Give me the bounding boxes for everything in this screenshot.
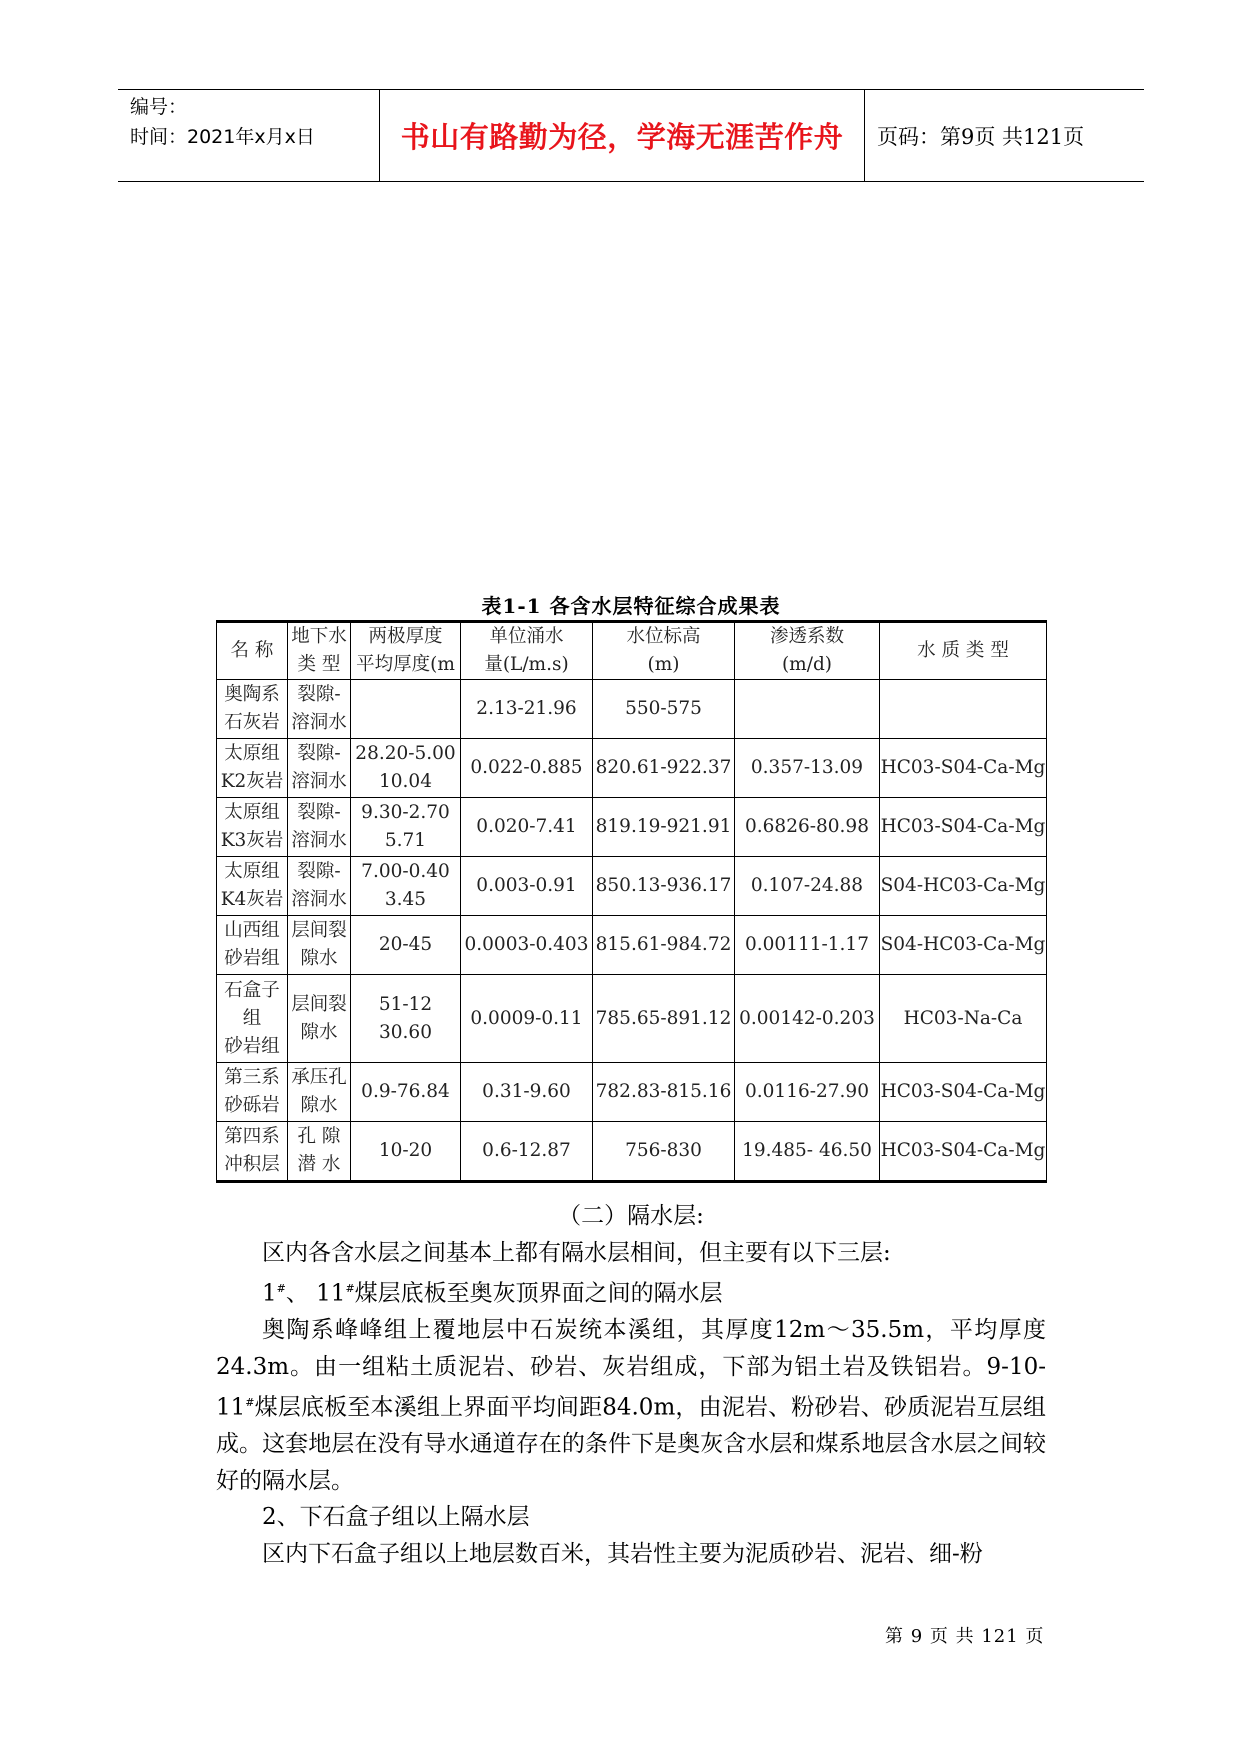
- aquifer-table: [216, 620, 1047, 1183]
- cell-line: 820.61-922.37: [595, 757, 732, 778]
- cell-line: 承压孔: [291, 1067, 347, 1088]
- cell-line: S04-HC03-Ca-Mg: [880, 934, 1046, 955]
- cell-line: 量(L/m.s): [484, 654, 569, 675]
- cell-line: 第四系: [224, 1126, 280, 1147]
- section-title: （二）隔水层:: [558, 1203, 704, 1229]
- table-cell: [593, 975, 735, 1063]
- table-cell: [217, 916, 288, 975]
- cell-line: HC03-S04-Ca-Mg: [880, 1081, 1046, 1102]
- table-cell: [461, 1122, 593, 1182]
- table-cell: [217, 798, 288, 857]
- table-cell: [288, 798, 351, 857]
- cell-line: 第三系: [224, 1067, 280, 1088]
- cell-line: 奥陶系: [224, 684, 280, 705]
- cell-line: 类 型: [297, 654, 341, 675]
- cell-line: 裂隙-: [297, 861, 341, 882]
- table-cell: [593, 857, 735, 916]
- table-cell: [288, 857, 351, 916]
- table-cell: [880, 857, 1047, 916]
- table-row: [217, 1122, 1047, 1182]
- cell-line: K2灰岩: [220, 771, 284, 792]
- code-label: 编号：: [130, 96, 188, 118]
- cell-line: 9.30-2.70: [361, 802, 450, 823]
- cell-line: 782.83-815.16: [595, 1081, 732, 1102]
- table-cell: [288, 1122, 351, 1182]
- cell-line: 组: [242, 1007, 262, 1029]
- page-header: [118, 89, 1144, 182]
- table-cell: [735, 975, 880, 1063]
- cell-line: 550-575: [625, 698, 702, 719]
- paragraph: 区内下石盒子组以上地层数百米，其岩性主要为泥质砂岩、泥岩、细-粉: [262, 1540, 983, 1567]
- cell-line: 7.00-0.40: [361, 861, 450, 882]
- cell-line: 溶洞水: [291, 830, 347, 851]
- cell-line: 0.00142-0.203: [739, 1007, 875, 1029]
- cell-line: 0.0009-0.11: [470, 1007, 583, 1029]
- cell-line: 太原组: [224, 743, 280, 764]
- cell-line: 裂隙-: [297, 684, 341, 705]
- table-cell: [461, 739, 593, 798]
- cell-line: K4灰岩: [220, 889, 284, 910]
- cell-line: 28.20-5.00: [355, 743, 456, 764]
- cell-line: 溶洞水: [291, 712, 347, 733]
- cell-line: 0.107-24.88: [750, 875, 864, 896]
- table-cell: [288, 975, 351, 1063]
- table-cell: [461, 680, 593, 739]
- cell-line: 0.020-7.41: [476, 816, 577, 837]
- table-row: [217, 798, 1047, 857]
- cell-line: HC03-S04-Ca-Mg: [880, 816, 1046, 837]
- cell-line: 砂岩组: [224, 1035, 280, 1057]
- table-cell: [351, 1063, 461, 1122]
- cell-line: 0.357-13.09: [750, 757, 864, 778]
- cell-line: 渗透系数: [769, 626, 844, 647]
- table-cell: [880, 798, 1047, 857]
- cell-line: 2.13-21.96: [476, 698, 577, 719]
- cell-line: 层间裂: [291, 993, 347, 1015]
- table-row: [217, 857, 1047, 916]
- table-cell: [217, 1063, 288, 1122]
- cell-line: 819.19-921.91: [595, 816, 732, 837]
- table-header-row: [217, 622, 1047, 680]
- table-cell: [735, 1063, 880, 1122]
- table-cell: [461, 798, 593, 857]
- table-cell: [217, 739, 288, 798]
- table-cell: [461, 1063, 593, 1122]
- paragraph: 奥陶系峰峰组上覆地层中石炭统本溪组，其厚度12m～35.5m，平均厚度24.3m。由一组粘土质泥岩、砂岩、灰岩组成，下部为铝土岩及铁铝岩。9-10-11#煤层底板至本溪组上界面平均间距84.0m，由泥岩、粉砂岩、砂质泥岩互层组成。这套地层在没有导水通道存在的条件下是奥灰含水层和煤系地层含水层之间较好的隔水层。: [216, 1317, 1046, 1494]
- cell-line: 3.45: [384, 889, 427, 910]
- column-header: [735, 622, 880, 680]
- table-cell: [735, 680, 880, 739]
- table-cell: [880, 680, 1047, 739]
- body-text: [216, 1198, 1046, 1572]
- cell-line: 10.04: [379, 771, 432, 792]
- cell-line: 0.022-0.885: [470, 757, 583, 778]
- table-cell: [593, 1063, 735, 1122]
- table-cell: [593, 739, 735, 798]
- cell-line: HC03-Na-Ca: [903, 1007, 1023, 1029]
- table-cell: [351, 916, 461, 975]
- cell-line: S04-HC03-Ca-Mg: [880, 875, 1046, 896]
- time-label: 时间：2021年x月x日: [130, 126, 315, 148]
- cell-line: 地下水: [291, 626, 347, 647]
- table-cell: [461, 857, 593, 916]
- table-row: [217, 680, 1047, 739]
- cell-line: 0.00111-1.17: [745, 934, 869, 955]
- table-cell: [593, 798, 735, 857]
- cell-line: 太原组: [224, 861, 280, 882]
- table-row: [217, 1063, 1047, 1122]
- table-row: [217, 916, 1047, 975]
- cell-line: 砂砾岩: [224, 1095, 280, 1116]
- cell-line: 0.31-9.60: [482, 1081, 571, 1102]
- cell-line: 溶洞水: [291, 771, 347, 792]
- cell-line: 太原组: [224, 802, 280, 823]
- cell-line: 层间裂: [291, 920, 347, 941]
- table-cell: [461, 975, 593, 1063]
- table-cell: [880, 916, 1047, 975]
- cell-line: 石盒子: [224, 979, 280, 1001]
- cell-line: 30.60: [379, 1021, 432, 1043]
- table-cell: [217, 975, 288, 1063]
- cell-line: 0.003-0.91: [476, 875, 577, 896]
- table-caption: 表1-1 各含水层特征综合成果表: [481, 594, 781, 618]
- column-header: [351, 622, 461, 680]
- list-item-heading: 1#、 11#煤层底板至奥灰顶界面之间的隔水层: [262, 1280, 723, 1307]
- table-cell: [288, 916, 351, 975]
- column-header: [217, 622, 288, 680]
- table-cell: [217, 1122, 288, 1182]
- table-cell: [593, 916, 735, 975]
- cell-line: 850.13-936.17: [595, 875, 732, 896]
- cell-line: HC03-S04-Ca-Mg: [880, 1140, 1046, 1161]
- cell-line: 溶洞水: [291, 889, 347, 910]
- cell-line: 潜 水: [297, 1154, 341, 1175]
- cell-line: 785.65-891.12: [595, 1007, 732, 1029]
- cell-line: (m): [647, 654, 680, 675]
- table-cell: [351, 798, 461, 857]
- table-cell: [880, 1063, 1047, 1122]
- cell-line: 平均厚度(m: [356, 654, 455, 675]
- cell-line: 0.6-12.87: [482, 1140, 571, 1161]
- table-cell: [880, 975, 1047, 1063]
- cell-line: 水位标高: [626, 626, 701, 647]
- column-header: [461, 622, 593, 680]
- table-cell: [735, 739, 880, 798]
- table-cell: [351, 975, 461, 1063]
- column-header: [880, 622, 1047, 680]
- table-cell: [217, 857, 288, 916]
- cell-line: 5.71: [384, 830, 427, 851]
- table-row: [217, 739, 1047, 798]
- table-cell: [217, 680, 288, 739]
- cell-line: 10-20: [378, 1140, 433, 1161]
- cell-line: (m/d): [781, 654, 833, 675]
- cell-line: 单位涌水: [489, 626, 564, 647]
- cell-line: 756-830: [625, 1140, 702, 1161]
- cell-line: 0.0003-0.403: [464, 934, 589, 955]
- cell-line: K3灰岩: [220, 830, 284, 851]
- table-cell: [351, 680, 461, 739]
- table-cell: [735, 1122, 880, 1182]
- cell-line: 裂隙-: [297, 743, 341, 764]
- table-cell: [735, 798, 880, 857]
- cell-line: 冲积层: [224, 1154, 280, 1175]
- cell-line: 隙水: [300, 948, 338, 969]
- list-item-heading: 2、下石盒子组以上隔水层: [262, 1504, 530, 1531]
- cell-line: 0.0116-27.90: [745, 1081, 869, 1102]
- paragraph: 区内各含水层之间基本上都有隔水层相间，但主要有以下三层:: [262, 1239, 891, 1266]
- page-footer: 第 9 页 共 121 页: [885, 1626, 1045, 1647]
- cell-line: 0.6826-80.98: [745, 816, 869, 837]
- column-header: [593, 622, 735, 680]
- table-cell: [351, 857, 461, 916]
- table-cell: [735, 916, 880, 975]
- column-header: [288, 622, 351, 680]
- cell-line: 山西组: [224, 920, 280, 941]
- cell-line: 名 称: [230, 640, 274, 661]
- table-cell: [880, 1122, 1047, 1182]
- header-meta: [118, 90, 380, 181]
- cell-line: 石灰岩: [224, 712, 280, 733]
- table-cell: [593, 680, 735, 739]
- table-cell: [288, 1063, 351, 1122]
- table-cell: [593, 1122, 735, 1182]
- cell-line: 孔 隙: [297, 1126, 341, 1147]
- header-page-info: 页码：第9页 共121页: [877, 124, 1085, 149]
- table-row: [217, 975, 1047, 1063]
- cell-line: 51-12: [378, 993, 433, 1015]
- cell-line: 0.9-76.84: [361, 1081, 450, 1102]
- table-cell: [351, 1122, 461, 1182]
- table-cell: [880, 739, 1047, 798]
- cell-line: 水 质 类 型: [917, 640, 1009, 661]
- table-cell: [288, 739, 351, 798]
- cell-line: 20-45: [378, 934, 433, 955]
- cell-line: 裂隙-: [297, 802, 341, 823]
- cell-line: 两极厚度: [368, 626, 443, 647]
- table-cell: [288, 680, 351, 739]
- cell-line: 19.485- 46.50: [742, 1140, 872, 1161]
- table-cell: [735, 857, 880, 916]
- cell-line: HC03-S04-Ca-Mg: [880, 757, 1046, 778]
- cell-line: 隙水: [300, 1021, 338, 1043]
- table-cell: [461, 916, 593, 975]
- cell-line: 815.61-984.72: [595, 934, 732, 955]
- header-motto: 书山有路勤为径，学海无涯苦作舟: [380, 90, 865, 181]
- cell-line: 隙水: [300, 1095, 338, 1116]
- cell-line: 砂岩组: [224, 948, 280, 969]
- table-cell: [351, 739, 461, 798]
